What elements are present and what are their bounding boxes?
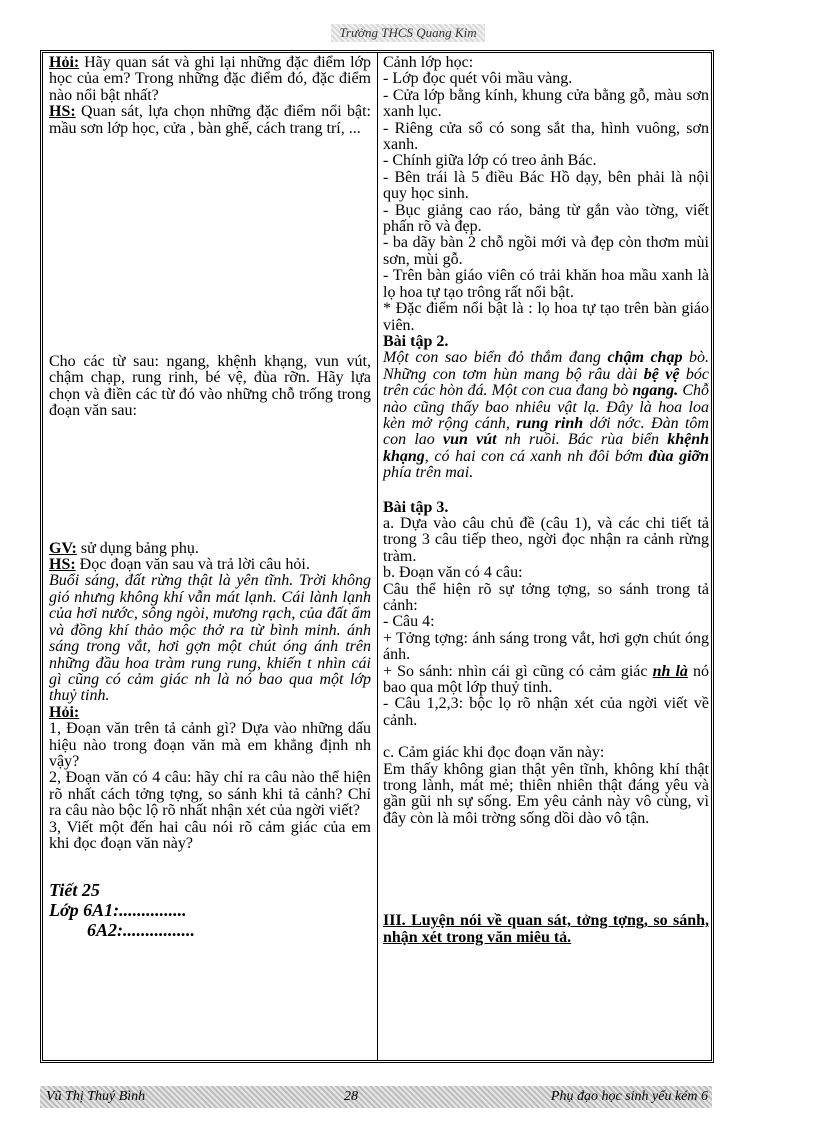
exercise-3-b-line: + So sánh: nhìn cái gì cũng có cảm giác nh là nó bao qua một lớp thuỷ tinh.	[383, 662, 710, 697]
scene-item: - Riêng cửa sổ có song sắt tha, hình vuông, sơn xanh.	[383, 119, 709, 154]
exercise-3-b: b. Đoạn văn có 4 câu:	[383, 564, 523, 582]
question-1: Hỏi: Hãy quan sát và ghi lại những đặc điểm lớp học của em? Trong những đặc điểm đó, đặc điểm nào nổi bật nhất?	[49, 54, 371, 104]
class-line-1: Lớp 6A1:...............	[49, 900, 187, 921]
footer-author: Vũ Thị Thuý Bình	[46, 1089, 146, 1104]
exercise-3-b-line: - Câu 1,2,3: bộc lọ rõ nhận xét của ngời viết về cảnh.	[383, 695, 709, 729]
exercise-3-b-line: - Câu 4:	[383, 613, 435, 631]
teacher-note: GV: sử dụng bảng phụ.	[49, 539, 199, 557]
scene-item: - Bục giảng cao ráo, bảng từ gắn vào tờng, viết phấn rõ và đẹp.	[383, 201, 709, 236]
footer-subject: Phụ đạo học sinh yếu kém 6	[550, 1089, 708, 1104]
questions-label: Hỏi:	[49, 703, 80, 721]
column-divider	[377, 53, 378, 1060]
section-3-title: III. Luyện nói về quan sát, tởng tợng, so sánh, nhận xét trong văn miêu tả.	[383, 912, 709, 946]
exercise-3-title: Bài tập 3.	[383, 498, 449, 516]
scene-item: - Cửa lớp bằng kính, khung cửa bằng gỗ, màu sơn xanh lục.	[383, 86, 709, 121]
page-footer	[40, 1086, 712, 1108]
question-item: 2, Đoạn văn có 4 câu: hãy chỉ ra câu nào thể hiện rõ nhất cách tởng tợng, so sánh khi tả cảnh? Chỉ ra câu nào bộc lộ rõ nhất nhận xét của ngời viết?	[49, 769, 371, 820]
student-answer-1: HS: Quan sát, lựa chọn những đặc điểm nổi bật: mầu sơn lớp học, cửa , bàn ghế, cách trang trí, ...	[49, 103, 371, 137]
question-item: 3, Viết một đến hai câu nói rõ cảm giác của em khi đọc đoạn văn này?	[49, 818, 371, 852]
scene-item: - ba dãy bàn 2 chỗ ngồi mới và đẹp còn thơm mùi sơn, mùi gỗ.	[383, 234, 709, 268]
exercise-3-c-answer: Em thấy không gian thật yên tĩnh, không khí thật trong lành, mát mẻ; thiên nhiên thật đáng yêu và gần gũi nh sự sống. Em yêu cảnh này vô cùng, vì đây còn là môi trờng sống dồi dào vô tận.	[383, 760, 709, 827]
scene-item: * Đặc điểm nổi bật là : lọ hoa tự tạo trên bàn giáo viên.	[383, 300, 709, 334]
class-line-2: 6A2:................	[87, 920, 195, 941]
scene-item: - Bên trái là 5 điều Bác Hồ dạy, bên phải là nội quy học sinh.	[383, 168, 709, 203]
footer-page-number: 28	[344, 1089, 358, 1104]
exercise-3-b-line: + Tởng tợng: ánh sáng trong vắt, hơi gợn chút óng ánh.	[383, 629, 709, 664]
scene-item: - Chính giữa lớp có treo ảnh Bác.	[383, 152, 597, 170]
page-header	[0, 24, 816, 42]
right-column	[383, 55, 709, 946]
student-instruction: HS: Đọc đoạn văn sau và trả lời câu hỏi.	[49, 556, 310, 574]
exercise-2-title: Bài tập 2.	[383, 332, 449, 350]
exercise-3-b-line: Câu thể hiện rõ sự tởng tợng, so sánh trong tả cảnh:	[383, 580, 709, 614]
lesson-table	[40, 50, 714, 1063]
task-2-instructions: Cho các từ sau: ngang, khệnh khạng, vun vút, chậm chạp, rung rinh, bé vệ, đùa rỡn. Hãy lựa chọn và điền các từ đó vào những chỗ trống trong đoạn văn sau:	[49, 353, 371, 420]
question-item: 1, Đoạn văn trên tả cảnh gì? Dựa vào những dấu hiệu nào trong đoạn văn mà em khẳng định nh vậy?	[49, 720, 371, 770]
exercise-3-c: c. Cảm giác khi đọc đoạn văn này:	[383, 744, 605, 762]
exercise-2-text: Một con sao biển đỏ thắm đang chậm chạp bò. Những con tơm hùn mang bộ râu dài bệ vệ bóc trên các hòn đá. Một con cua đang bò ngang. Chỗ nào cũng thấy bao nhiêu vật lạ. Đây là hoa loa kèn mở rộng cánh, rung rinh dới nớc. Đàn tôm con lao vun vút nh ruồi. Bác rùa biển khệnh khạng, có hai con cá xanh nh đôi bớm đùa giỡn phía trên mai.	[383, 349, 710, 482]
scene-item: - Lớp đọc quét vôi mầu vàng.	[383, 70, 573, 88]
lesson-number: Tiết 25	[49, 880, 100, 901]
reading-passage: Buổi sáng, đất rừng thật là yên tĩnh. Trời không gió nhưng không khí vẫn mát lạnh. Cái lành lạnh của hơi nước, sông ngòi, mương rạch, của đất ẩm và đồng khí thảo mộc thở ra từ bình minh. ánh sáng trong vắt, hơi gợn một chút óng ánh trên những đầu hoa tràm rung rung, khiến t nhìn cái gì cũng có cảm giác nh là nó bao qua một lớp thuỷ tinh.	[49, 572, 371, 705]
left-column	[49, 55, 371, 940]
scene-item: - Trên bàn giáo viên có trải khăn hoa mầu xanh là lọ hoa tự tạo trông rất nổi bật.	[383, 267, 709, 301]
scene-title: Cảnh lớp học:	[383, 54, 474, 71]
school-name: Trường THCS Quang Kim	[331, 24, 484, 42]
exercise-3-a: a. Dựa vào câu chủ đề (câu 1), và các chi tiết tả trong 3 câu tiếp theo, ngời đọc nhận ra cảnh rừng tràm.	[383, 514, 709, 565]
